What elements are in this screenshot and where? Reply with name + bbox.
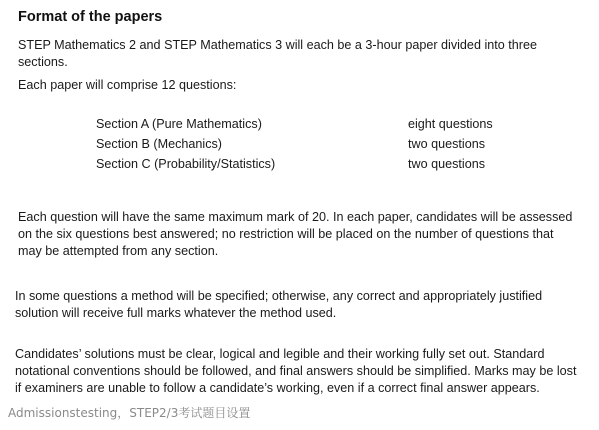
method-line-2: solution will receive full marks whatever the method used. [15, 306, 337, 320]
marks-line-3: may be attempted from any section. [18, 244, 219, 258]
comprise-paragraph [18, 77, 236, 94]
method-paragraph [15, 288, 542, 322]
marks-paragraph [18, 209, 572, 260]
section-b-name: Section B (Mechanics) [96, 137, 222, 151]
solutions-line-3: if examiners are unable to follow a candidate’s working, even if a correct final answer appears. [15, 381, 540, 395]
section-a-count: eight questions [408, 117, 493, 131]
section-heading: Format of the papers [18, 9, 163, 25]
intro-line-1: STEP Mathematics 2 and STEP Mathematics 3 will each be a 3-hour paper divided into three [18, 38, 537, 52]
image-caption: Admissionstesting，STEP2/3考试题目设置 [8, 406, 251, 420]
solutions-line-2: notational conventions should be followed, and final answers should be simplified. Marks may be lost [15, 364, 577, 378]
intro-line-2: sections. [18, 55, 68, 69]
section-c-name: Section C (Probability/Statistics) [96, 157, 276, 171]
section-c-count: two questions [408, 157, 486, 171]
intro-paragraph [18, 37, 537, 71]
comprise-line: Each paper will comprise 12 questions: [18, 78, 237, 92]
marks-line-2: on the six questions best answered; no restriction will be placed on the number of questions that [18, 227, 554, 241]
method-line-1: In some questions a method will be specified; otherwise, any correct and appropriately justified [15, 289, 543, 303]
section-a-name: Section A (Pure Mathematics) [96, 117, 262, 131]
solutions-paragraph [15, 346, 576, 397]
solutions-line-1: Candidates’ solutions must be clear, logical and legible and their working fully set out. Standard [15, 347, 545, 361]
marks-line-1: Each question will have the same maximum mark of 20. In each paper, candidates will be assessed [18, 210, 573, 224]
section-b-count: two questions [408, 137, 486, 151]
